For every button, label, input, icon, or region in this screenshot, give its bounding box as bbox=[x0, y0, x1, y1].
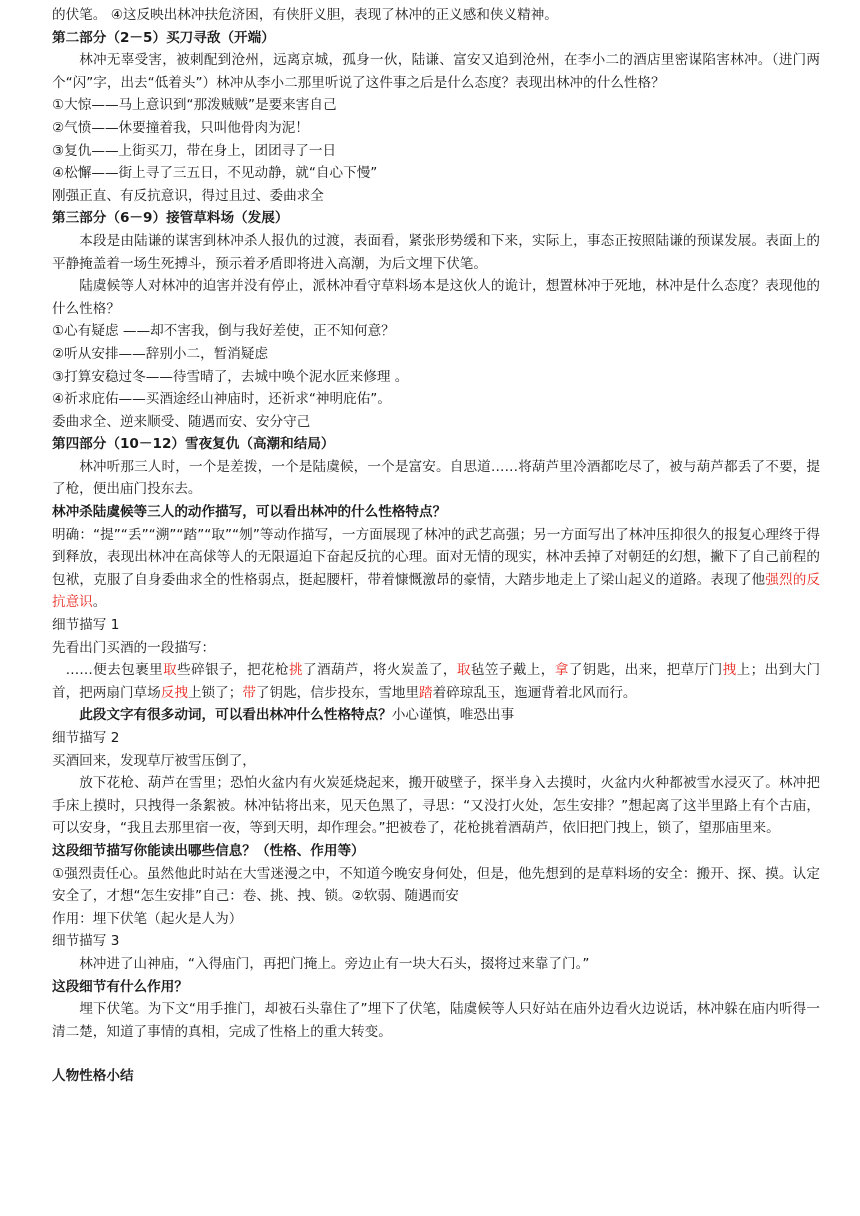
passage-text: 了钥匙，信步投东，雪地里 bbox=[255, 684, 420, 701]
highlight-verb: 挑 bbox=[289, 662, 303, 679]
answer-paragraph: 埋下伏笔。为下文“用手推门，却被石头靠住了”埋下了伏笔，陆虞候等人只好站在庙外边看火边说话，林冲躲在庙内听得一清二楚，知道了事情的真相，完成了性格上的重大转变。 bbox=[52, 1001, 820, 1040]
paragraph: 林冲听那三人时，一个是差拨，一个是陆虞候，一个是富安。自思道……将葫芦里冷酒都吃尽了，被与葫芦都丢了不要，提了枪，便出庙门投东去。 bbox=[52, 458, 820, 498]
passage-text: 着碎琼乱玉，迤逦背着北风而行。 bbox=[432, 684, 637, 701]
paragraph: 陆虞候等人对林冲的迫害并没有停止，派林冲看守草料场本是这伙人的诡计，想置林冲于死地，林冲是什么态度？表现他的什么性格？ bbox=[52, 278, 820, 317]
passage-text: 了钥匙，出来，把草厅门 bbox=[568, 662, 723, 679]
detail-label-1: 细节描写 1 bbox=[52, 617, 120, 634]
passage-text: 上；出到大门首，把两扇门草场 bbox=[52, 662, 821, 701]
highlight-verb: 拿 bbox=[554, 662, 569, 679]
list-item: ②听从安排——辞别小二，暂消疑虑 bbox=[52, 345, 269, 362]
section-heading-3: 第三部分（6－9）接管草料场（发展） bbox=[52, 210, 289, 227]
list-item: ①大惊——马上意识到“那泼贼贼”是要来害自己 bbox=[52, 97, 337, 114]
passage-text: 上锁了； bbox=[187, 684, 243, 701]
summary-line: 委曲求全、逆来顺受、随遇而安、安分守己 bbox=[52, 413, 311, 430]
highlight-verb: 带 bbox=[242, 684, 256, 701]
quoted-passage: 林冲进了山神庙，“入得庙门，再把门掩上。旁边止有一块大石头，掇将过来靠了门。” bbox=[79, 955, 590, 972]
answer-text: 明确：“提”“丢”“溯”“踏”“取”“刎”等动作描写，一方面展现了林冲的武艺高强；另一方面写出了林冲压抑很久的报复心理终于得到释放，表现出林冲在高俅等人的无限逼迫下奋起反抗的心理。面对无情的现实，林冲丢掉了对朝廷的幻想，撇下了自己前程的包袱，克服了自身委曲求全的性格弱点，挺起腰杆，带着慷慨激昂的豪情，大踏步地走上了梁山起义的道路。表现了他 bbox=[52, 526, 820, 588]
quoted-passage: 放下花枪、葫芦在雪里；恐怕火盆内有火炭延烧起来，搬开破壁子，探半身入去摸时，火盆内火种都被雪水浸灭了。林冲把手床上摸时，只拽得一条絮被。林冲钻将出来，见天色黑了，寻思：“又没打火处，怎生安排？”想起离了这半里路上有个古庙，可以安身，“我且去那里宿一夜，等到天明，却作理会。”把被卷了，花枪挑着酒葫芦，依旧把门拽上，锁了，望那庙里来。 bbox=[52, 775, 820, 837]
quoted-passage bbox=[52, 659, 820, 704]
highlight-verb: 踏 bbox=[419, 684, 433, 701]
question-with-answer bbox=[52, 704, 820, 727]
function-note: 作用：埋下伏笔（起火是人为） bbox=[52, 910, 243, 927]
list-item: ③打算安稳过冬——待雪晴了，去城中唤个泥水匠来修理 。 bbox=[52, 368, 409, 385]
detail-label-3: 细节描写 3 bbox=[52, 933, 120, 950]
list-item: ④松懈——街上寻了三五日，不见动静，就“自心下慢” bbox=[52, 165, 378, 182]
passage-text: 了酒葫芦，将火炭盖了， bbox=[303, 662, 457, 679]
highlight-text: 强烈的反抗意识 bbox=[52, 571, 821, 611]
summary-heading: 人物性格小结 bbox=[52, 1068, 134, 1085]
question: 这段细节描写你能读出哪些信息？（性格、作用等） bbox=[52, 842, 365, 859]
answer-paragraph: ①强烈责任心。虽然他此时站在大雪迷漫之中，不知道今晚安身何处，但是，他先想到的是草料场的安全：搬开、探、摸。认定安全了，才想“怎生安排”自己：卷、挑、拽、锁。②软弱、随遇而安 bbox=[52, 865, 820, 905]
detail-intro: 买酒回来，发现草厅被雪压倒了， bbox=[52, 752, 256, 769]
question: 林冲杀陆虞候等三人的动作描写，可以看出林冲的什么性格特点？ bbox=[52, 504, 447, 521]
spacer bbox=[52, 1043, 820, 1065]
list-item: ③复仇——上街买刀，带在身上，团团寻了一日 bbox=[52, 142, 337, 159]
answer-text-end: 。 bbox=[92, 594, 107, 611]
detail-label-2: 细节描写 2 bbox=[52, 730, 120, 746]
document-page bbox=[52, 0, 820, 1088]
highlight-verb: 拽 bbox=[722, 662, 737, 679]
list-item: ④祈求庇佑——买酒途经山神庙时，还祈求“神明庇佑”。 bbox=[52, 391, 391, 408]
passage-text: 些碎银子，把花枪 bbox=[177, 662, 289, 679]
highlight-verb: 取 bbox=[163, 662, 178, 679]
passage-text: ……便去包裹里 bbox=[65, 662, 164, 679]
section-heading-4: 第四部分（10－12）雪夜复仇（高潮和结局） bbox=[52, 436, 335, 453]
list-item: ②气愤——休要撞着我，只叫他骨肉为泥！ bbox=[52, 119, 309, 136]
summary-line: 刚强正直、有反抗意识，得过且过、委曲求全 bbox=[52, 187, 324, 204]
highlight-verb: 取 bbox=[456, 662, 471, 679]
section-heading-2: 第二部分（2－5）买刀寻敌（开端） bbox=[52, 29, 275, 46]
paragraph: 本段是由陆谦的谋害到林冲杀人报仇的过渡，表面看，紧张形势缓和下来，实际上，事态正按照陆谦的预谋发展。表面上的平静掩盖着一场生死搏斗，预示着矛盾即将进入高潮，为后文埋下伏笔。 bbox=[52, 232, 820, 272]
paragraph: 林冲无辜受害，被刺配到沧州，远离京城，孤身一伙，陆谦、富安又追到沧州，在李小二的酒店里密谋陷害林冲。（进门两个“闪”字，出去“低着头”）林冲从李小二那里听说了这件事之后是什么态度？表现出林冲的什么性格？ bbox=[52, 52, 820, 91]
answer-paragraph bbox=[52, 524, 820, 614]
question: 此段文字有很多动词，可以看出林冲什么性格特点？ bbox=[79, 707, 392, 724]
answer: 小心谨慎，唯恐出事 bbox=[391, 707, 515, 724]
passage-text: 毡笠子戴上， bbox=[470, 662, 555, 679]
highlight-verb: 反拽 bbox=[160, 684, 188, 701]
text-line: 的伏笔。 ④这反映出林冲扶危济困，有侠肝义胆，表现了林冲的正义感和侠义精神。 bbox=[52, 7, 558, 23]
question: 这段细节有什么作用？ bbox=[52, 978, 188, 995]
list-item: ①心有疑虑 ——却不害我，倒与我好差使，正不知何意？ bbox=[52, 323, 395, 340]
detail-intro: 先看出门买酒的一段描写： bbox=[52, 639, 216, 656]
